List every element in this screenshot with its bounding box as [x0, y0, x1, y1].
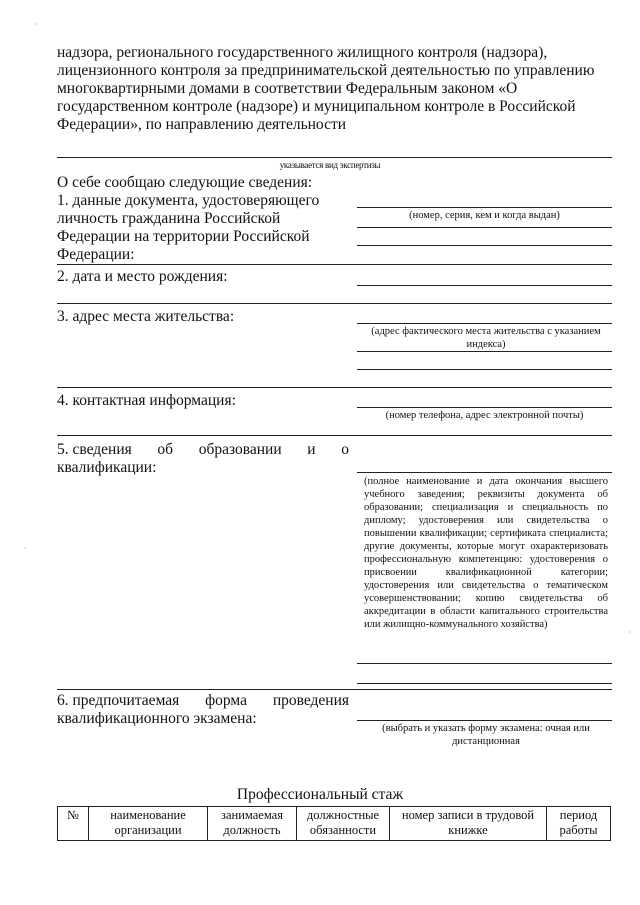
- doc-label: 1. данные документа, удостоверяющего личность гражданина Российской Федерации на территории Российской Федерации:: [57, 192, 320, 263]
- section-divider: [57, 435, 612, 436]
- address-fill-line[interactable]: [357, 351, 612, 352]
- education-hint: (полное наименование и дата окончания высшего учебного заведения; реквизиты документа об образовании; специализация и специальность по диплому; удостоверения или свидетельства о повышении квалификации; сертификата специалиста; другие документы, которые могут охарактеризовать профессиональную компетенцию: удостоверения о присвоении квалификационной категории; удостоверения или свидетельства о тематическом усовершенствовании; копию свидетельства об аккредитации в области капитального строительства или жилищно-коммунального хозяйства): [364, 476, 608, 630]
- section-divider: [57, 303, 612, 304]
- doc-fill-line[interactable]: [357, 245, 612, 246]
- section-divider: [57, 264, 612, 265]
- scan-speck: ·: [628, 628, 631, 637]
- scan-speck: ·: [24, 544, 27, 553]
- education-label: 5. сведения об образовании и о квалификации:: [57, 441, 349, 476]
- address-fill-line[interactable]: [357, 323, 612, 324]
- expertise-fill-line[interactable]: [57, 157, 612, 158]
- doc-hint: (номер, серия, кем и когда выдан): [409, 210, 560, 221]
- column-header-organization: наименование организации: [89, 807, 208, 841]
- birth-fill-line[interactable]: [357, 285, 612, 286]
- doc-fill-line[interactable]: [357, 227, 612, 228]
- section-divider: [57, 387, 612, 388]
- exam-fill-line[interactable]: [357, 720, 612, 721]
- column-header-period: период работы: [547, 807, 611, 841]
- address-label: 3. адрес места жительства:: [57, 308, 235, 325]
- birth-label: 2. дата и место рождения:: [57, 268, 228, 285]
- column-header-position: занимаемая должность: [208, 807, 297, 841]
- education-fill-line[interactable]: [357, 472, 612, 473]
- experience-title: Профессиональный стаж: [236, 786, 404, 803]
- column-header-number: №: [58, 807, 89, 841]
- intro-line: Федерации», по направлению деятельности: [57, 116, 347, 133]
- intro-line: государственном контроле (надзоре) и муниципальном контроле в Российской: [57, 98, 576, 115]
- contact-hint: (номер телефона, адрес электронной почты): [385, 410, 584, 421]
- intro-paragraph: [57, 44, 607, 134]
- intro-line: многоквартирными домами в соответствии Федеральным законом «О: [57, 80, 518, 97]
- education-fill-line[interactable]: [357, 663, 612, 664]
- contact-label: 4. контактная информация:: [57, 392, 236, 409]
- exam-label: 6. предпочитаемая форма проведения квалификационного экзамена:: [57, 692, 349, 727]
- intro-line: надзора, регионального государственного жилищного контроля (надзора),: [57, 44, 548, 61]
- about-heading: О себе сообщаю следующие сведения:: [57, 174, 313, 191]
- experience-header-row: [58, 807, 611, 841]
- column-header-duties: должностные обязанности: [297, 807, 390, 841]
- exam-hint: (выбрать и указать форму экзамена: очная или дистанционная: [382, 723, 590, 747]
- address-fill-line[interactable]: [357, 369, 612, 370]
- intro-line: лицензионного контроля за предпринимательской деятельностью по управлению: [57, 62, 595, 79]
- column-header-record-number: номер записи в трудовой книжке: [390, 807, 547, 841]
- doc-fill-line[interactable]: [357, 207, 612, 208]
- address-hint: (адрес фактического места жительства с указанием индекса): [371, 326, 601, 350]
- scan-speck: ·: [35, 20, 38, 29]
- contact-fill-line[interactable]: [357, 407, 612, 408]
- education-fill-line[interactable]: [357, 683, 612, 684]
- experience-table: [57, 806, 611, 841]
- expertise-hint: указывается вид экспертизы: [279, 160, 381, 170]
- section-divider: [57, 689, 612, 690]
